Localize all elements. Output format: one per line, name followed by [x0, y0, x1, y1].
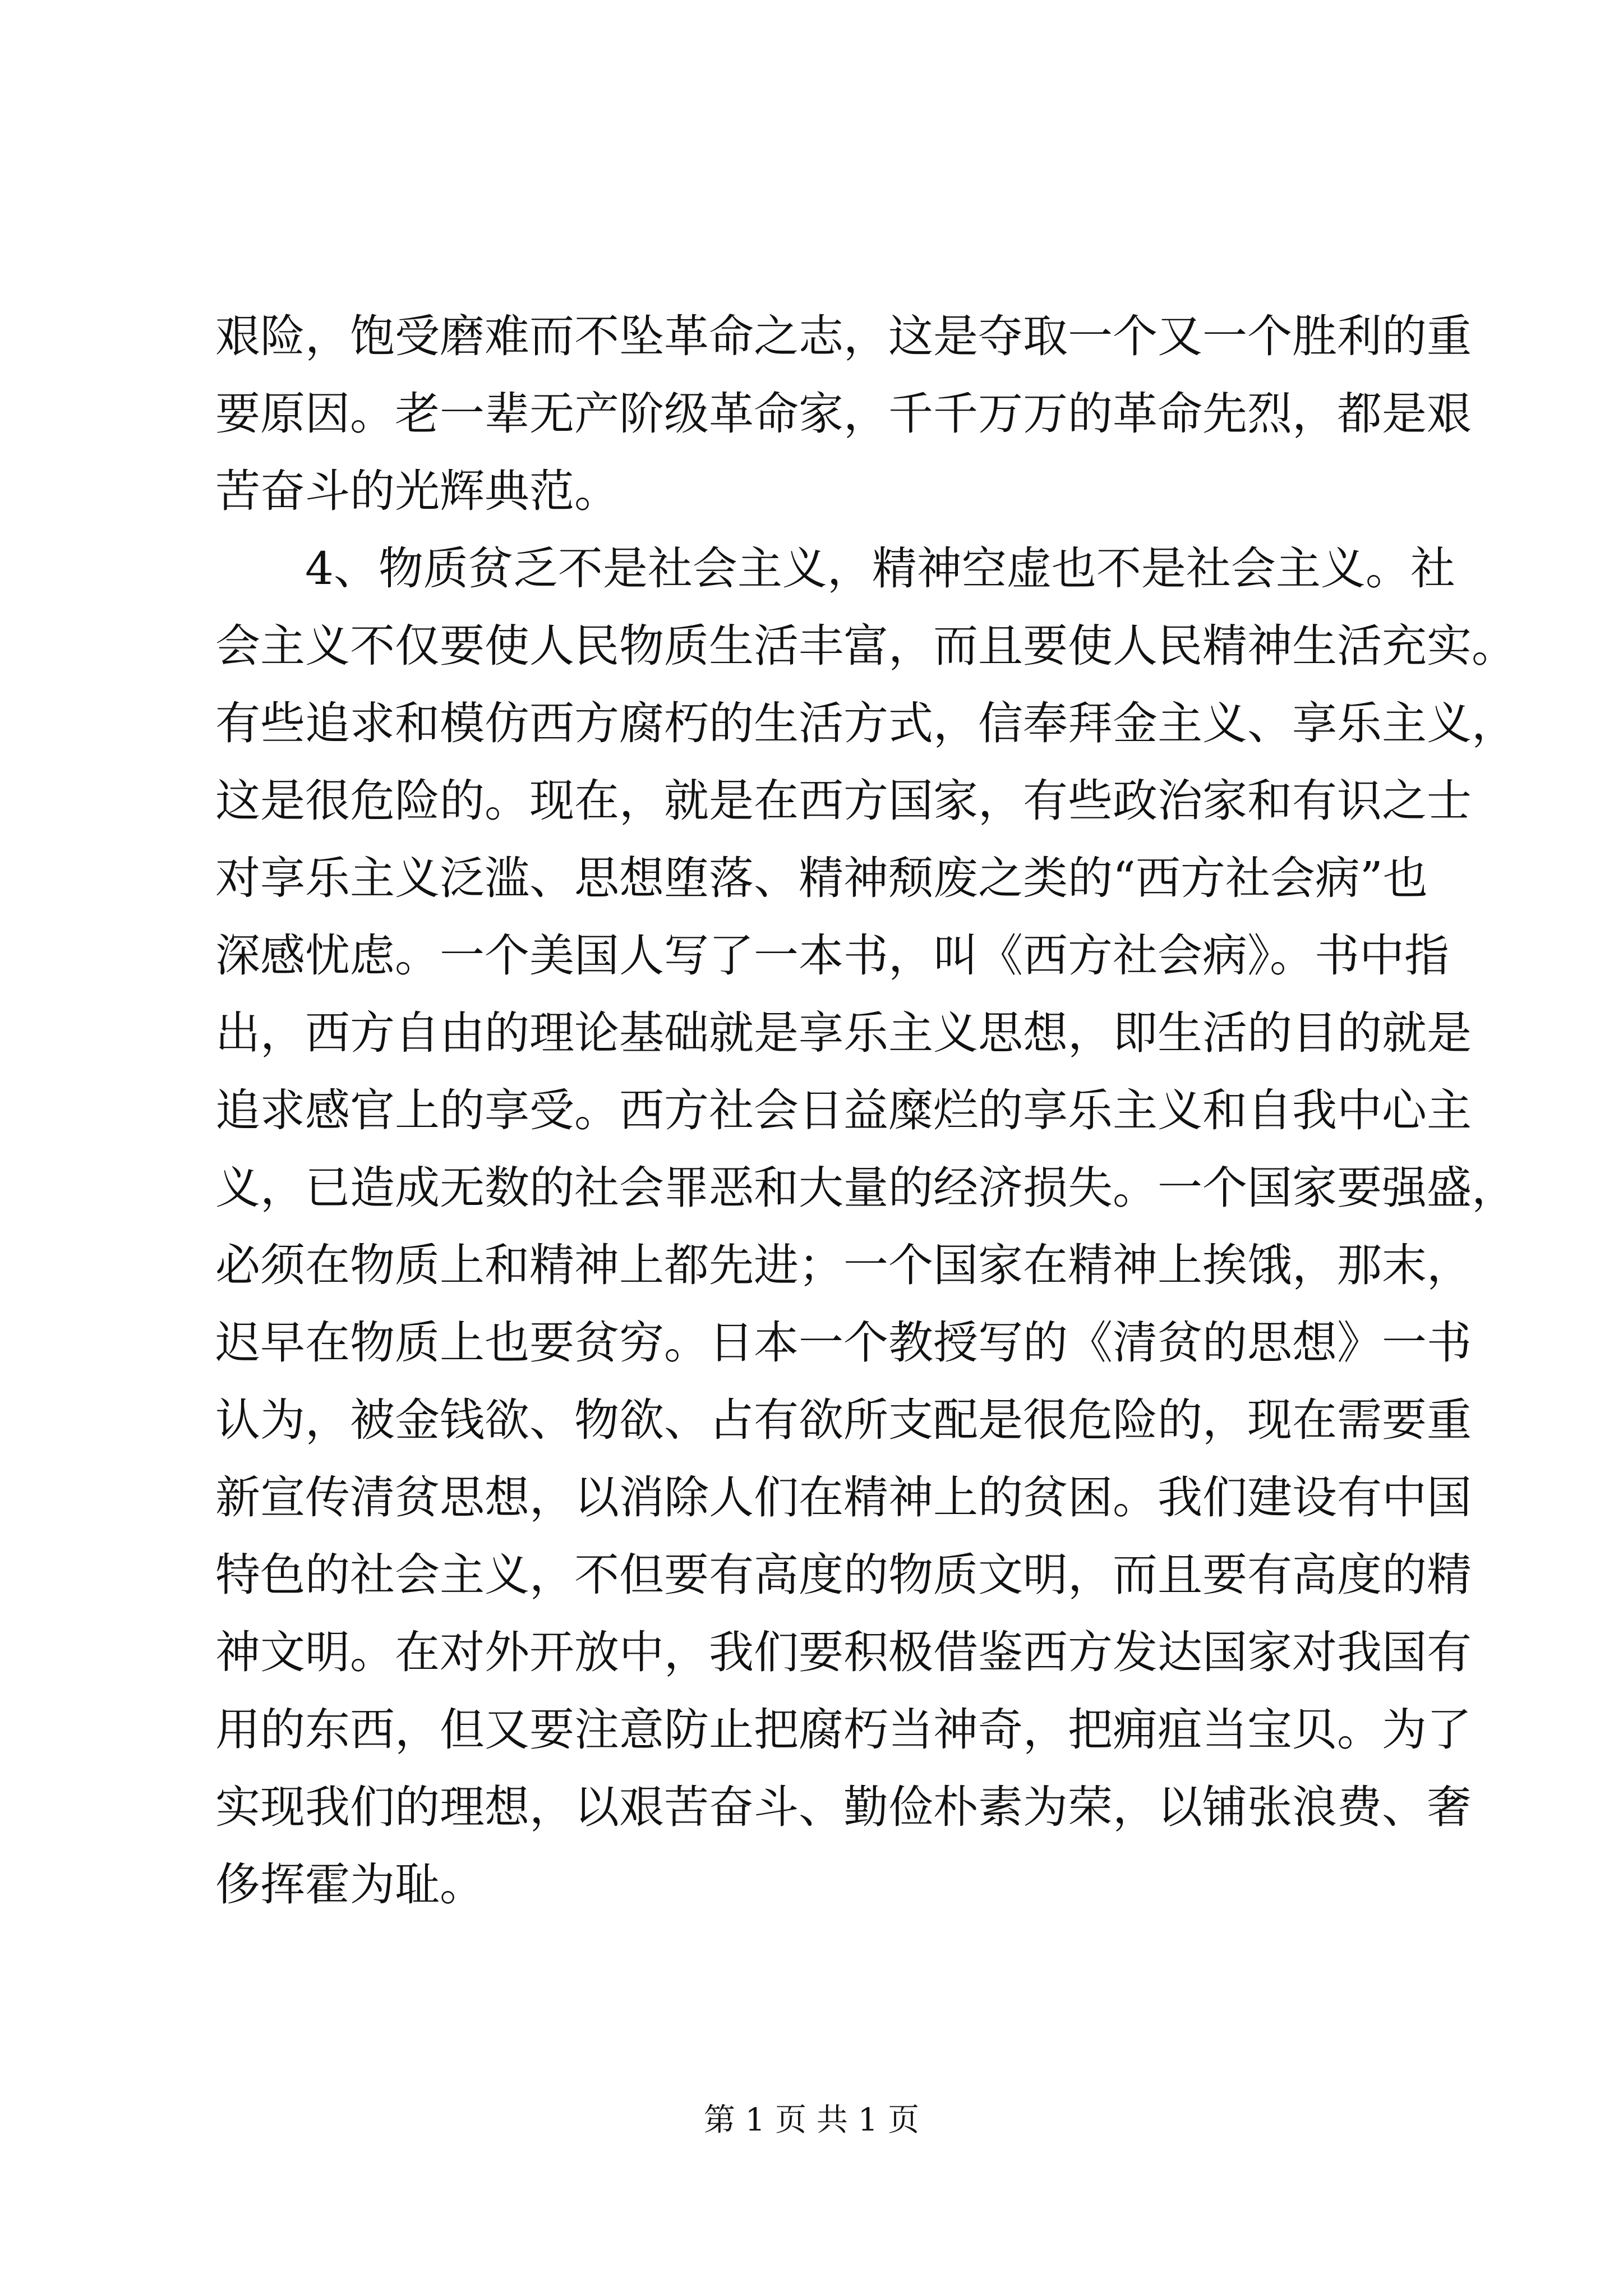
text-line: 义，已造成无数的社会罪恶和大量的经济损失。一个国家要强盛， — [215, 1162, 1516, 1214]
text-line: 追求感官上的享受。西方社会日益糜烂的享乐主义和自我中心主 — [215, 1084, 1472, 1137]
text-line: 迟早在物质上也要贫穷。日本一个教授写的《清贫的思想》一书 — [215, 1317, 1472, 1369]
text-line: 深感忧虑。一个美国人写了一本书，叫《西方社会病》。书中指 — [215, 930, 1449, 982]
text-line: 必须在物质上和精神上都先进；一个国家在精神上挨饿，那末， — [215, 1239, 1472, 1291]
text-line: 有些追求和模仿西方腐朽的生活方式，信奉拜金主义、享乐主义， — [215, 697, 1516, 749]
text-line: 特色的社会主义，不但要有高度的物质文明，而且要有高度的精 — [215, 1549, 1472, 1601]
text-line: 实现我们的理想，以艰苦奋斗、勤俭朴素为荣，以铺张浪费、奢 — [215, 1781, 1472, 1833]
text-line: 艰险，饱受磨难而不坠革命之志，这是夺取一个又一个胜利的重 — [215, 310, 1472, 362]
text-line: 会主义不仅要使人民物质生活丰富，而且要使人民精神生活充实。 — [215, 620, 1516, 672]
text-line: 侈挥霍为耻。 — [215, 1858, 485, 1911]
text-line: 新宣传清贫思想，以消除人们在精神上的贫困。我们建设有中国 — [215, 1471, 1472, 1524]
text-line: 4、物质贫乏不是社会主义，精神空虚也不是社会主义。社 — [215, 542, 1455, 595]
text-line: 这是很危险的。现在，就是在西方国家，有些政治家和有识之士 — [215, 775, 1472, 827]
text-line: 苦奋斗的光辉典范。 — [215, 465, 619, 517]
page-footer: 第 1 页 共 1 页 — [703, 2102, 920, 2138]
text-line: 用的东西，但又要注意防止把腐朽当神奇，把痈疽当宝贝。为了 — [215, 1704, 1472, 1756]
text-line: 认为，被金钱欲、物欲、占有欲所支配是很危险的，现在需要重 — [215, 1394, 1472, 1446]
text-line: 神文明。在对外开放中，我们要积极借鉴西方发达国家对我国有 — [215, 1626, 1472, 1678]
text-line: 出，西方自由的理论基础就是享乐主义思想，即生活的目的就是 — [215, 1007, 1472, 1059]
text-line: 对享乐主义泛滥、思想堕落、精神颓废之类的“西方社会病”也 — [215, 852, 1428, 904]
text-line: 要原因。老一辈无产阶级革命家，千千万万的革命先烈，都是艰 — [215, 388, 1472, 440]
